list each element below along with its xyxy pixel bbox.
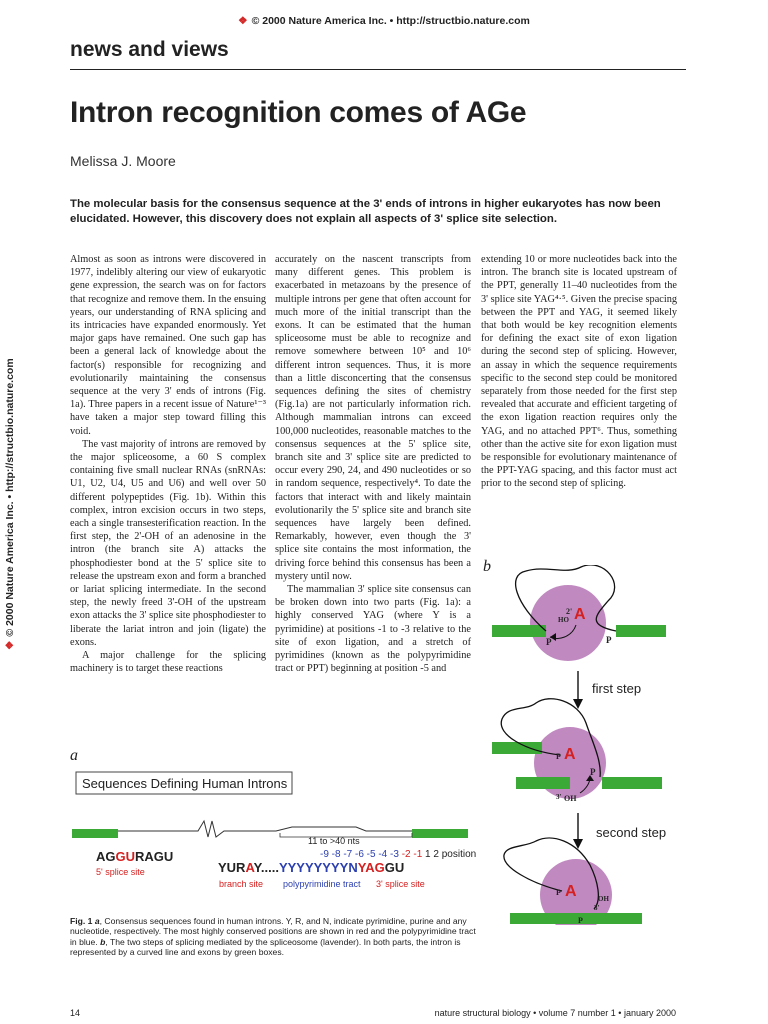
branch-adenosine: A	[564, 746, 576, 763]
exon-box	[602, 777, 662, 789]
paragraph: accurately on the nascent transcripts from many different genes. This problem is exacerbated in metazoans by the presence of multiple introns per gene that often account for much more of the initial transcript than the exons. It can be estimated that the human spliceosome must be able to recognize and remove somewhere between 10⁵ and 10⁶ different intron sequences. Thus, it is more than a little disconcerting that the consensus sequences defining the sites of chemistry (Fig.1a) are not particularly information rich. Although mammalian introns can exceed 100,000 nucleotides, reasonable matches to the consensus sequences at the 5' splice site, branch site and 3' splice site are predicted to occur every 290, 24, and 490 nucleotides or so in random sequence, respectively⁴. To date the factors that interact with and likely maintain evolutionarily the 5' splice site and branch site sequences have largely been defined. Remarkably, however, even though the 3' splice site contains the most information, the driving force behind this consensus has been a mystery until now.	[275, 254, 471, 582]
figure-1a-intron-sequences	[66, 765, 476, 905]
exon-box-right	[412, 829, 468, 838]
paragraph: extending 10 or more nucleotides back into the intron. The branch site is located upstream of the PPT, generally 11–40 nucleotides from the 3' splice site YAG⁴·⁵. Given the precise spacing between the PPT and YAG, it seemed likely that both would be key recognition elements for defining the exact site of exon ligation during the second step of splicing. However, an assay in which the sequence requirements specific to the second step could be monitored separately from those needed for the first step revealed that accurate and efficient targeting of the exon ligation reaction requires only the YAG, and no attached PPT⁶. Thus, something other than the active site for exon ligation must be responsible for evolutionary maintenance of the PPT-YAG spacing, and this factor must act prior to the second step of splicing.	[481, 254, 677, 490]
second-step-label: second step	[596, 825, 667, 840]
phosphate-label: P	[556, 752, 561, 761]
figure-1b-splicing-steps	[486, 565, 676, 925]
branch-adenosine: A	[565, 883, 577, 900]
three-prime-label: 3'	[594, 904, 600, 912]
five-prime-splice-site-sequence: AGGURAGU	[96, 849, 174, 864]
side-copyright: ❖© 2000 Nature America Inc. • http://structbio.nature.com	[4, 358, 16, 650]
two-prime-label: 2'	[566, 607, 573, 616]
branch-adenosine: A	[574, 606, 586, 623]
article-title: Intron recognition comes of AGe	[70, 96, 527, 129]
body-column-3	[481, 253, 677, 491]
paragraph: The vast majority of introns are removed by the major spliceosome, a 60 S complex containing five small nuclear RNAs (snRNAs: U1, U2, U4, U5 and U6) and well over 50 different polypeptides (Fig. 1b). Within this complex, intron excision occurs in two steps, each a single transesterification reaction. In the first step, the 2'-OH of an adenosine in the intron (the branch site A) attacks the phosphodiester bond at the 5' splice site to release the upstream exon and form a branched or lariat splicing intermediate. In the second step, the newly freed 3'-OH of the upstream exon attacks the 3' splice site phosphodiester to liberate the lariat intron and join (ligate) the exons.	[70, 438, 266, 648]
three-prime-splice-site-label: 3' splice site	[376, 879, 425, 889]
polypyrimidine-tract-label: polypyrimidine tract	[283, 879, 361, 889]
ligated-exon-right	[582, 913, 642, 924]
three-prime-label: 3'	[556, 793, 562, 801]
exon-box-left	[72, 829, 118, 838]
body-column-2	[275, 253, 471, 676]
nature-logo-icon: ❖	[238, 15, 248, 27]
page-number: 14	[70, 1008, 81, 1018]
first-step-label: first step	[592, 681, 642, 696]
section-divider	[70, 69, 686, 70]
nature-logo-icon-side: ❖	[4, 640, 16, 650]
paragraph: The mammalian 3' splice site consensus can be broken down into two parts (Fig. 1a): a highly conserved YAG (where Y is a pyrimidine) at positions -1 to -3 relative to the site of exon ligation, and a stretch of pyrimidines (known as the polypyrimidine tract or PPT) beginning at position -5 and	[275, 584, 471, 675]
paragraph: A major challenge for the splicing machinery is to target these reactions	[70, 650, 266, 675]
exon-box	[616, 625, 666, 637]
oh-label: OH	[564, 794, 577, 803]
body-column-1	[70, 253, 266, 676]
exon-box	[492, 742, 542, 754]
phosphate-label: P	[590, 767, 596, 777]
paragraph: Almost as soon as introns were discovered in 1977, indelibly altering our view of eukaryotic gene expression, the search was on for factors that recognize and remove them. In the ensuing years, our understanding of RNA splicing and its intricacies have expanded enormously. Yet major gaps have remained. One such gap has been a general lack of knowledge about the factor(s) responsible for recognizing and evolutionarily maintaining the consensus sequence at the very 3' ends of introns (Fig. 1a). Three papers in a recent issue of Nature¹⁻³ have taken a major step toward filling this void.	[70, 254, 266, 437]
branch-site-label: branch site	[219, 879, 264, 889]
journal-citation: nature structural biology • volume 7 number 1 • january 2000	[434, 1008, 676, 1018]
intron-line	[118, 821, 412, 837]
figure-caption: Fig. 1 a, Consensus sequences found in human introns. Y, R, and N, indicate pyrimidine, purine and any nucleotide, respectively. The most highly conserved positions are shown in red and the polypyrimidine tract in blue. b, The two steps of splicing mediated by the spliceosome (lavender). In both parts, the intron is represented by a curved line and exons by green boxes.	[70, 916, 476, 958]
phosphate-label: P	[578, 916, 583, 925]
position-numbers: -9 -8 -7 -6 -5 -4 -3 -2 -1 1 2 position	[320, 849, 476, 860]
panel-a-letter: a	[70, 747, 78, 764]
figure-title: Sequences Defining Human Introns	[82, 776, 288, 791]
five-prime-splice-site-label: 5' splice site	[96, 867, 145, 877]
spacing-label: 11 to >40 nts	[308, 836, 360, 846]
section-label: news and views	[70, 38, 229, 61]
phosphate-label: P	[546, 637, 552, 647]
panel-b-letter: b	[483, 558, 491, 575]
ho-label: HO	[558, 616, 569, 624]
exon-box	[516, 777, 570, 789]
journal-copyright: ❖ © 2000 Nature America Inc. • http://structbio.nature.com	[238, 15, 530, 27]
oh-label: OH	[598, 895, 609, 903]
exon-box	[492, 625, 546, 637]
phosphate-label: P	[606, 635, 612, 645]
author-name: Melissa J. Moore	[70, 153, 176, 169]
three-prime-sequence: YURAY.....YYYYYYYYNYAGGU	[218, 860, 405, 875]
ligated-exon-left	[510, 913, 582, 924]
phosphate-label: P	[556, 888, 561, 897]
standfirst: The molecular basis for the consensus sequence at the 3' ends of introns in higher eukaryotes has now been elucidated. However, this discovery does not explain all aspects of 3' splice site selection.	[70, 198, 661, 225]
